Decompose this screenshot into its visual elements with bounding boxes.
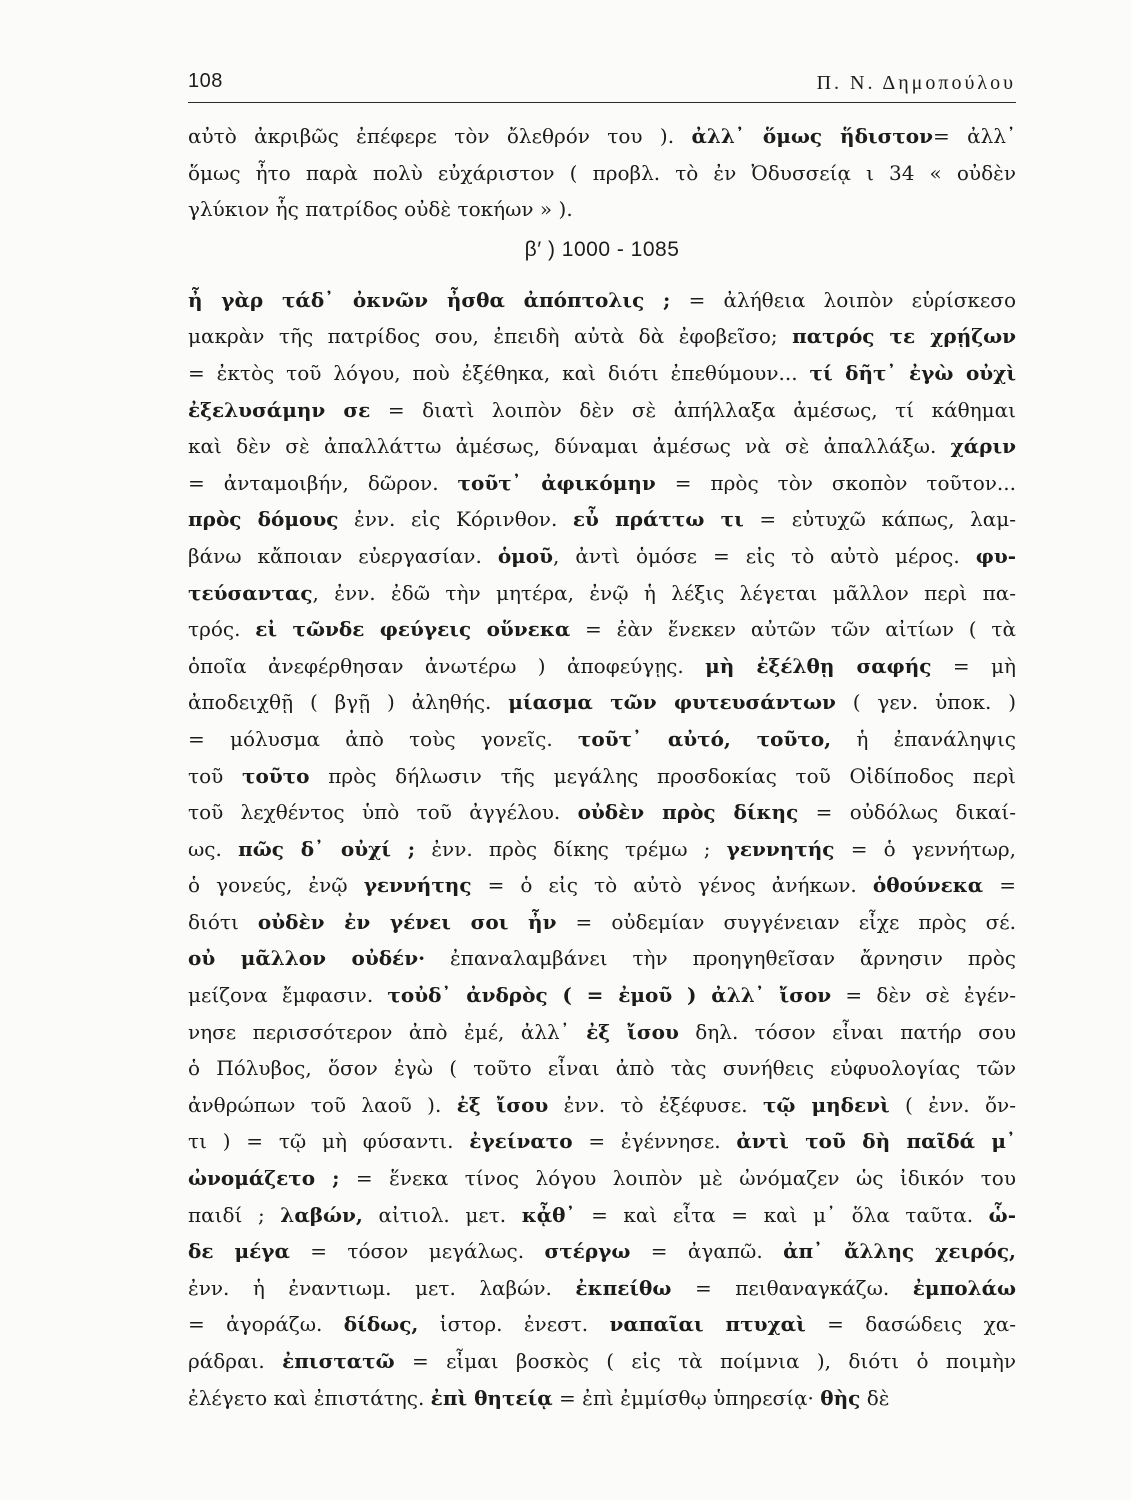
gloss-text: τι ) = τῷ μὴ φύσαντι. bbox=[188, 1129, 470, 1154]
gloss-text: = οὐδεμίαν συγγένειαν εἶχε πρὸς σέ. bbox=[556, 909, 1016, 934]
lemma-bold: γεννήτης bbox=[363, 873, 472, 898]
gloss-text: = καὶ εἶτα = καὶ μ᾿ ὅλα ταῦτα. bbox=[575, 1202, 989, 1227]
text-line bbox=[188, 611, 1016, 648]
gloss-text: διότι bbox=[188, 909, 258, 934]
lemma-bold: ὠνομάζετο ; bbox=[188, 1166, 340, 1191]
lemma-bold: ἐμπολάω bbox=[912, 1275, 1016, 1300]
lemma-bold: ἐγείνατο bbox=[469, 1129, 573, 1154]
text-line bbox=[188, 428, 1016, 465]
gloss-text: τοῦ λεχθέντος ὑπὸ τοῦ ἀγγέλου. bbox=[188, 800, 578, 825]
lemma-bold: ἦ γὰρ τάδ᾿ ὀκνῶν ἦσθα ἀπόπτολις ; bbox=[188, 287, 671, 312]
lemma-bold: τοῦτ᾿ αὐτό, τοῦτο, bbox=[577, 726, 832, 751]
page-number: 108 bbox=[188, 70, 223, 92]
lemma-bold: μίασμα τῶν φυτευσάντων bbox=[508, 690, 836, 715]
text-line bbox=[188, 1123, 1016, 1160]
lemma-bold: ἀλλ᾿ ὅμως ἥδιστον bbox=[691, 124, 934, 148]
gloss-text: = ἀγοράζω. bbox=[188, 1312, 344, 1337]
gloss-text: ως. bbox=[188, 836, 239, 861]
gloss-text: ἱστορ. ἐνεστ. bbox=[418, 1312, 610, 1337]
lemma-bold: ἐξελυσάμην σε bbox=[188, 397, 371, 422]
gloss-text: = ἕνεκα τίνος λόγου λοιπὸν μὲ ὠνόμαζεν ὡς ἰδικόν του bbox=[339, 1166, 1016, 1191]
section-heading: β′ ) 1000 - 1085 bbox=[524, 237, 680, 261]
text-line bbox=[188, 684, 1016, 721]
gloss-text: = δασώδεις χα- bbox=[805, 1312, 1016, 1337]
text-line bbox=[188, 721, 1016, 758]
text-line bbox=[188, 155, 1016, 192]
gloss-text: βάνω κἄποιαν εὐεργασίαν. bbox=[188, 543, 498, 568]
gloss-text: = ἀλήθεια λοιπὸν εὑρίσκεσο bbox=[670, 287, 1016, 312]
gloss-text: = δὲν σὲ ἐγέν- bbox=[831, 983, 1016, 1008]
lemma-bold: εὖ πράττω τι bbox=[572, 507, 744, 532]
gloss-text: ἡ ἐπανάληψις bbox=[831, 726, 1016, 751]
lemma-bold: δίδως, bbox=[343, 1312, 419, 1337]
lemma-bold: τεύσαντας bbox=[188, 580, 313, 605]
gloss-text: γλύκιον ἧς πατρίδος οὐδὲ τοκήων » ). bbox=[188, 197, 573, 222]
text-line bbox=[188, 191, 1016, 228]
lemma-bold: στέργω bbox=[544, 1239, 631, 1264]
text-line bbox=[188, 648, 1016, 685]
gloss-text: = τόσον μεγάλως. bbox=[289, 1239, 545, 1264]
lemma-bold: οὐ μᾶλλον οὐδέν· bbox=[188, 946, 426, 971]
gloss-text: ἐνν. εἰς Κόρινθον. bbox=[338, 507, 573, 532]
lemma-bold: ὁμοῦ bbox=[497, 543, 554, 568]
lemma-bold: εἰ τῶνδε φεύγεις οὕνεκα bbox=[255, 617, 571, 642]
lemma-bold: ὁθούνεκα bbox=[872, 873, 984, 898]
gloss-text: = οὐδόλως δικαί- bbox=[798, 800, 1016, 825]
gloss-text: ράδραι. bbox=[188, 1349, 283, 1373]
gloss-text: = πειθαναγκάζω. bbox=[671, 1275, 913, 1300]
gloss-text: = bbox=[983, 873, 1016, 898]
gloss-text: = ὁ γεννήτωρ, bbox=[834, 836, 1016, 861]
gloss-text: πρὸς δήλωσιν τῆς μεγάλης προσδοκίας τοῦ Οἰδίποδος περὶ bbox=[309, 763, 1016, 788]
gloss-text: = ἐὰν ἕνεκεν αὐτῶν τῶν αἰτίων ( τὰ bbox=[570, 617, 1016, 642]
lemma-bold: ἐπιστατῶ bbox=[282, 1349, 395, 1373]
text-line bbox=[188, 1160, 1016, 1197]
lemma-bold: τῷ μηδενὶ bbox=[762, 1092, 890, 1117]
text-line bbox=[188, 940, 1016, 977]
text-line bbox=[188, 501, 1016, 538]
gloss-text: = διατὶ λοιπὸν δὲν σὲ ἀπήλλαξα ἀμέσως, τί κάθημαι bbox=[370, 397, 1016, 422]
gloss-text: ἐπαναλαμβάνει τὴν προηγηθεῖσαν ἄρνησιν πρὸς bbox=[425, 946, 1016, 971]
gloss-text: = πρὸς τὸν σκοπὸν τοῦτον... bbox=[655, 470, 1016, 495]
gloss-text: ὁποῖα ἀνεφέρθησαν ἀνωτέρω ) ἀποφεύγῃς. bbox=[188, 653, 706, 678]
text-line bbox=[188, 1197, 1016, 1234]
gloss-text: ὁ γονεύς, ἐνῷ bbox=[188, 873, 364, 898]
lemma-bold: ἐξ ἴσου bbox=[586, 1019, 679, 1044]
lemma-bold: ἀπ᾿ ἄλλης χειρός, bbox=[783, 1239, 1016, 1264]
gloss-text: μακρὰν τῆς πατρίδος σου, ἐπειδὴ αὐτὰ δὰ ἐφοβεῖσο; bbox=[188, 324, 793, 349]
text-line bbox=[188, 1050, 1016, 1087]
gloss-text: ἐνν. πρὸς δίκης τρέμω ; bbox=[415, 836, 727, 861]
lemma-bold: ὧ- bbox=[988, 1202, 1016, 1227]
gloss-text: τοῦ bbox=[188, 763, 243, 788]
lemma-bold: τοὐδ᾿ ἀνδρὸς ( = ἐμοῦ ) ἀλλ᾿ ἴσον bbox=[387, 983, 832, 1008]
gloss-text: = ἐπὶ ἐμμίσθῳ ὑπηρεσίᾳ· bbox=[552, 1385, 821, 1410]
running-head: Π. Ν. Δημοπούλου bbox=[816, 72, 1016, 94]
page-header bbox=[188, 66, 1016, 103]
text-line bbox=[188, 1014, 1016, 1051]
gloss-text: ( ἐνν. ὄν- bbox=[889, 1092, 1016, 1117]
lemma-bold: πατρός τε χρῄζων bbox=[792, 324, 1016, 349]
lemma-bold: φυ- bbox=[975, 543, 1016, 568]
text-line bbox=[188, 977, 1016, 1014]
paragraph-2 bbox=[188, 282, 1016, 1416]
gloss-text: = μὴ bbox=[931, 653, 1016, 678]
gloss-text: = εἶμαι βοσκὸς ( εἰς τὰ ποίμνια ), διότι ὁ ποιμὴν bbox=[394, 1349, 1016, 1373]
lemma-bold: μὴ ἐξέλθῃ σαφής bbox=[705, 653, 932, 678]
gloss-text: τρός. bbox=[188, 617, 256, 642]
text-line bbox=[188, 904, 1016, 941]
lemma-bold: ἀντὶ τοῦ δὴ παῖδά μ᾿ bbox=[736, 1129, 1016, 1154]
text-line bbox=[188, 794, 1016, 831]
lemma-bold: τί δῆτ᾿ ἐγὼ οὐχὶ bbox=[809, 360, 1016, 385]
gloss-text: = ἀλλ᾿ bbox=[933, 124, 1016, 148]
gloss-text: ὁ Πόλυβος, ὅσον ἐγὼ ( τοῦτο εἶναι ἀπὸ τὰς συνήθεις εὐφυολογίας τῶν bbox=[188, 1056, 1016, 1081]
text-line bbox=[188, 118, 1016, 155]
lemma-bold: δε μέγα bbox=[188, 1239, 290, 1264]
text-line bbox=[188, 318, 1016, 355]
text-line bbox=[188, 1087, 1016, 1124]
lemma-bold: πρὸς δόμους bbox=[188, 507, 339, 532]
text-line bbox=[188, 1233, 1016, 1270]
lemma-bold: λαβών, bbox=[280, 1202, 363, 1227]
gloss-text: ( γεν. ὑποκ. ) bbox=[835, 690, 1016, 715]
text-line bbox=[188, 538, 1016, 575]
lemma-bold: κᾆθ᾿ bbox=[521, 1202, 576, 1227]
lemma-bold: πῶς δ᾿ οὐχί ; bbox=[238, 836, 416, 861]
lemma-bold: ἐκπείθω bbox=[575, 1275, 672, 1300]
text-line bbox=[188, 282, 1016, 319]
gloss-text: δηλ. τόσον εἶναι πατήρ σου bbox=[678, 1019, 1016, 1044]
gloss-text: αἰτιολ. μετ. bbox=[362, 1202, 522, 1227]
gloss-text: δὲ bbox=[860, 1385, 890, 1410]
gloss-text: νησε περισσότερον ἀπὸ ἐμέ, ἀλλ᾿ bbox=[188, 1019, 587, 1044]
text-line bbox=[188, 758, 1016, 795]
gloss-text: , ἀντὶ ὁμόσε = εἰς τὸ αὐτὸ μέρος. bbox=[553, 543, 976, 568]
gloss-text: = ἐγέννησε. bbox=[572, 1129, 737, 1154]
lemma-bold: οὐδὲν ἐν γένει σοι ἦν bbox=[257, 909, 557, 934]
gloss-text: παιδί ; bbox=[188, 1202, 281, 1227]
gloss-text: = ἀγαπῶ. bbox=[630, 1239, 784, 1264]
lemma-bold: γεννητής bbox=[726, 836, 835, 861]
gloss-text: = μόλυσμα ἀπὸ τοὺς γονεῖς. bbox=[188, 726, 578, 751]
lemma-bold: τοῦτο bbox=[242, 763, 310, 788]
text-line bbox=[188, 465, 1016, 502]
gloss-text: = ἐκτὸς τοῦ λόγου, ποὺ ἐξέθηκα, καὶ διότι ἐπεθύμουν... bbox=[188, 360, 810, 385]
gloss-text: ἀνθρώπων τοῦ λαοῦ ). bbox=[188, 1092, 457, 1117]
lemma-bold: ἐξ ἴσου bbox=[456, 1092, 549, 1117]
gloss-text: = εὐτυχῶ κάπως, λαμ- bbox=[743, 507, 1016, 532]
gloss-text: ἐνν. ἡ ἐναντιωμ. μετ. λαβών. bbox=[188, 1275, 576, 1300]
lemma-bold: ἐπὶ θητείᾳ bbox=[430, 1385, 553, 1410]
gloss-text: μείζονα ἔμφασιν. bbox=[188, 983, 388, 1008]
text-line bbox=[188, 1343, 1016, 1380]
gloss-text: ἀποδειχθῇ ( βγῇ ) ἀληθής. bbox=[188, 690, 509, 715]
text-line bbox=[188, 867, 1016, 904]
gloss-text: , ἐνν. ἐδῶ τὴν μητέρα, ἐνῷ ἡ λέξις λέγεται μᾶλλον περὶ πα- bbox=[312, 580, 1016, 605]
paragraph-1 bbox=[188, 118, 1016, 228]
text-line bbox=[188, 355, 1016, 392]
text-line bbox=[188, 392, 1016, 429]
lemma-bold: θὴς bbox=[820, 1385, 861, 1410]
gloss-text: = ὁ εἰς τὸ αὐτὸ γένος ἀνήκων. bbox=[471, 873, 873, 898]
gloss-text: = ἀνταμοιβήν, δῶρον. bbox=[188, 470, 458, 495]
text-line bbox=[188, 831, 1016, 868]
lemma-bold: χάριν bbox=[950, 434, 1016, 459]
text-line bbox=[188, 1306, 1016, 1343]
lemma-bold: οὐδὲν πρὸς δίκης bbox=[577, 800, 799, 825]
lemma-bold: τοῦτ᾿ ἀφικόμην bbox=[457, 470, 656, 495]
text-line bbox=[188, 575, 1016, 612]
text-line bbox=[188, 1380, 1016, 1417]
lemma-bold: ναπαῖαι πτυχαὶ bbox=[609, 1312, 806, 1337]
gloss-text: αὐτὸ ἀκριβῶς ἐπέφερε τὸν ὄλεθρόν του ). bbox=[188, 124, 692, 148]
text-line bbox=[188, 1270, 1016, 1307]
gloss-text: ἐλέγετο καὶ ἐπιστάτης. bbox=[188, 1385, 431, 1410]
gloss-text: ὅμως ἦτο παρὰ πολὺ εὐχάριστον ( προβλ. τὸ ἐν Ὀδυσσείᾳ ι 34 « οὐδὲν bbox=[188, 160, 1016, 185]
commentary-text bbox=[188, 118, 1016, 1416]
gloss-text: ἐνν. τὸ ἐξέφυσε. bbox=[548, 1092, 763, 1117]
gloss-text: καὶ δὲν σὲ ἀπαλλάττω ἀμέσως, δύναμαι ἀμέσως νὰ σὲ ἀπαλλάξω. bbox=[188, 434, 951, 459]
